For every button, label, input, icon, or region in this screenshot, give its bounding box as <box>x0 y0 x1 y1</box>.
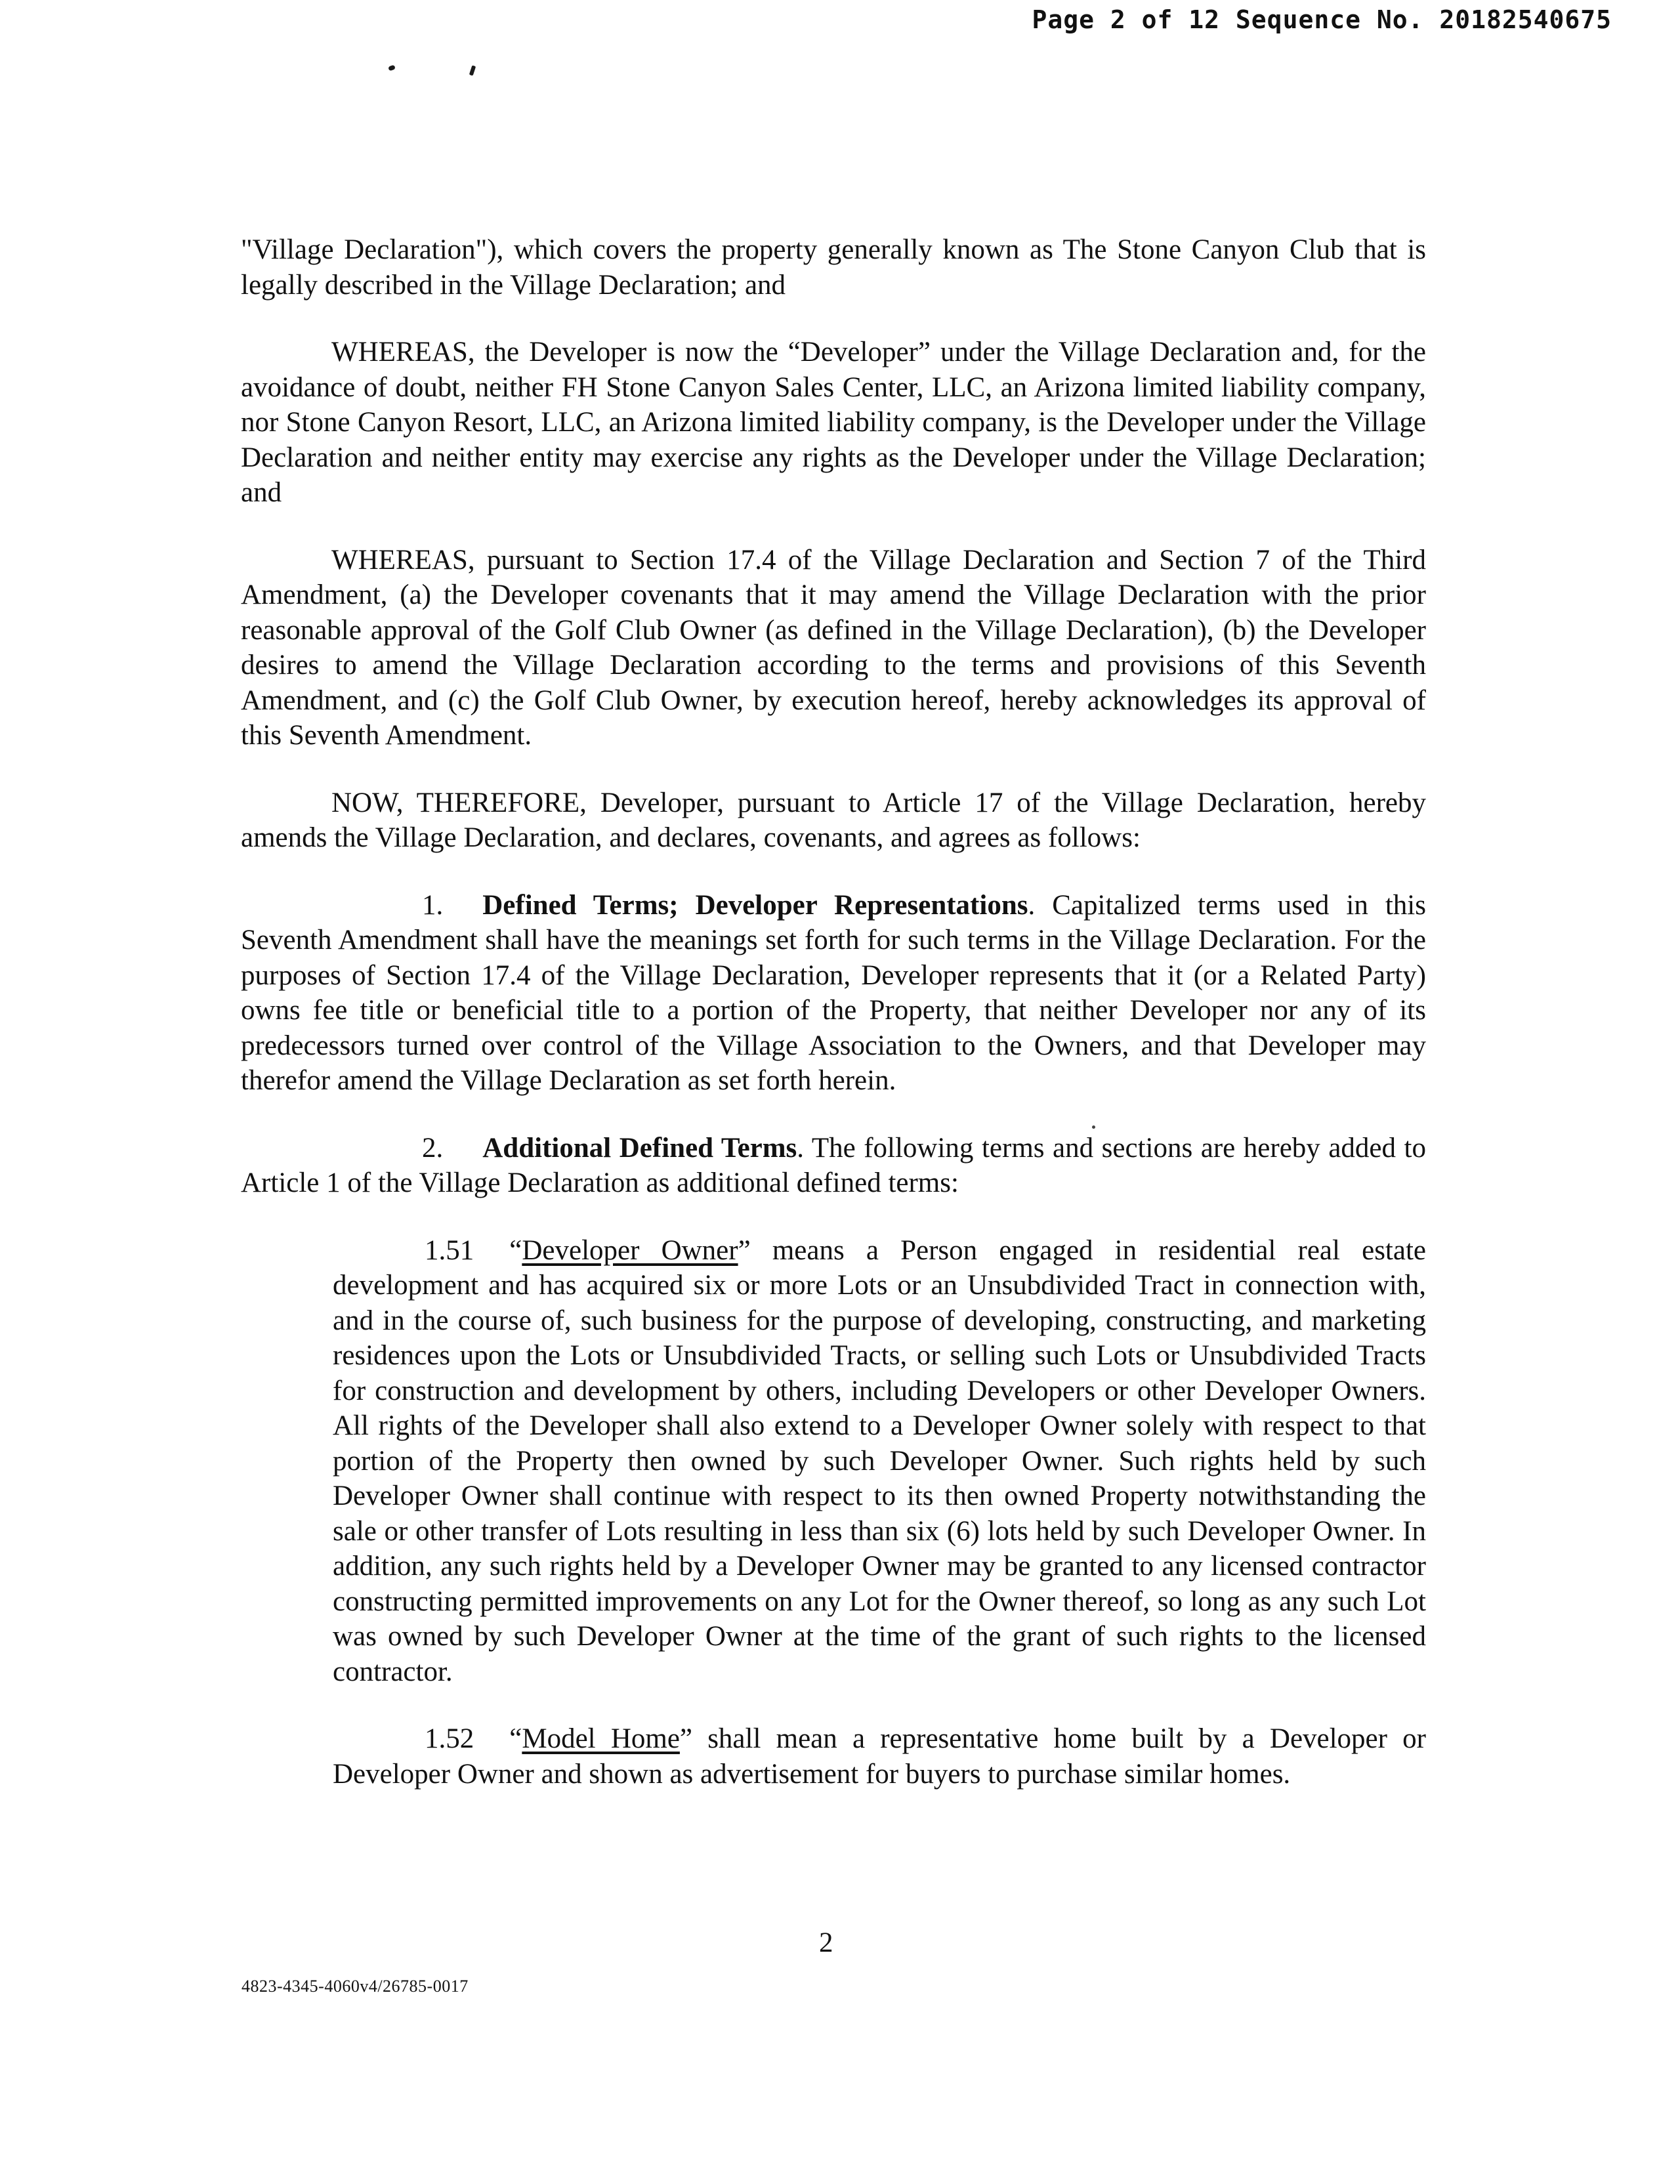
document-body <box>241 232 1426 1824</box>
definition-1-52-number: 1.52 <box>425 1723 474 1754</box>
document-id: 4823-4345-4060v4/26785-0017 <box>242 1977 469 1996</box>
section-1-heading: Defined Terms; Developer Representations <box>482 889 1028 921</box>
scan-marks <box>388 60 487 80</box>
scan-speck <box>1092 1125 1095 1129</box>
section-2-heading: Additional Defined Terms <box>482 1132 797 1164</box>
section-2-text: . The following terms and sections are hereby added to Article 1 of the Village Declaration as additional defined terms: <box>241 1132 1426 1198</box>
section-2-paragraph <box>241 1131 1426 1201</box>
definition-1-51-term: Developer Owner <box>522 1234 738 1266</box>
definition-1-52-open-quote: “ <box>509 1723 522 1754</box>
definition-1-52-text: ” shall mean a representative home built by a Developer or Developer Owner and shown as advertisement for buyers to purchase similar homes. <box>333 1723 1426 1790</box>
section-2-number: 2. <box>422 1132 444 1164</box>
section-1-text: . Capitalized terms used in this Seventh Amendment shall have the meanings set forth for such terms in the Village Declaration. For the purposes of Section 17.4 of the Village Declaration, Developer represents that it (or a Related Party) owns fee title or beneficial title to a portion of the Property, that neither Developer nor any of its predecessors turned over control of the Village Association to the Owners, and that Developer may therefor amend the Village Declaration as set forth herein. <box>241 889 1426 1096</box>
whereas-developer-paragraph: WHEREAS, the Developer is now the “Developer” under the Village Declaration and, for the avoidance of doubt, neither FH Stone Canyon Sales Center, LLC, an Arizona limited liability company, nor Stone Canyon Resort, LLC, an Arizona limited liability company, is the Developer under the Village Declaration and neither entity may exercise any rights as the Developer under the Village Declaration; and <box>241 337 1426 508</box>
section-1-paragraph <box>241 888 1426 1099</box>
definition-1-51-open-quote: “ <box>509 1234 522 1266</box>
definition-1-51-text: ” means a Person engaged in residential real estate development and has acquired six or more Lots or an Unsubdivided Tract in connection with, and in the course of, such business for the purpose of developing, constructing, and marketing residences upon the Lots or Unsubdivided Tracts, or selling such Lots or Unsubdivided Tracts for construction and development by others, including Developers or other Developer Owners. All rights of the Developer shall also extend to a Developer Owner solely with respect to that portion of the Property then owned by such Developer Owner. Such rights held by such Developer Owner shall continue with respect to its then owned Property notwithstanding the sale or other transfer of Lots resulting in less than six (6) lots held by such Developer Owner. In addition, any such rights held by a Developer Owner may be granted to any licensed contractor constructing permitted improvements on any Lot for the Owner thereof, so long as any such Lot was owned by such Developer Owner at the time of the grant of such rights to the licensed contractor. <box>333 1234 1426 1687</box>
page-number: 2 <box>819 1927 833 1958</box>
now-therefore-paragraph: NOW, THEREFORE, Developer, pursuant to Article 17 of the Village Declaration, hereby amends the Village Declaration, and declares, covenants, and agrees as follows: <box>241 787 1426 853</box>
section-1-number: 1. <box>422 889 444 921</box>
whereas-section-paragraph: WHEREAS, pursuant to Section 17.4 of the Village Declaration and Section 7 of the Third Amendment, (a) the Developer covenants that it may amend the Village Declaration with the prior reasonable approval of the Golf Club Owner (as defined in the Village Declaration), (b) the Developer desires to amend the Village Declaration according to the terms and provisions of this Seventh Amendment, and (c) the Golf Club Owner, by execution hereof, hereby acknowledges its approval of this Seventh Amendment. <box>241 544 1426 751</box>
page-sequence-header: Page 2 of 12 Sequence No. 20182540675 <box>1032 5 1612 34</box>
scan-speck <box>388 65 396 72</box>
definition-1-51 <box>333 1233 1426 1690</box>
definition-1-52-term: Model Home <box>522 1723 680 1754</box>
continuation-paragraph: "Village Declaration"), which covers the property generally known as The Stone Canyon Club that is legally described in the Village Declaration; and <box>241 234 1426 301</box>
definition-1-51-number: 1.51 <box>425 1234 474 1266</box>
scan-speck <box>469 65 476 75</box>
definition-1-52 <box>333 1721 1426 1792</box>
